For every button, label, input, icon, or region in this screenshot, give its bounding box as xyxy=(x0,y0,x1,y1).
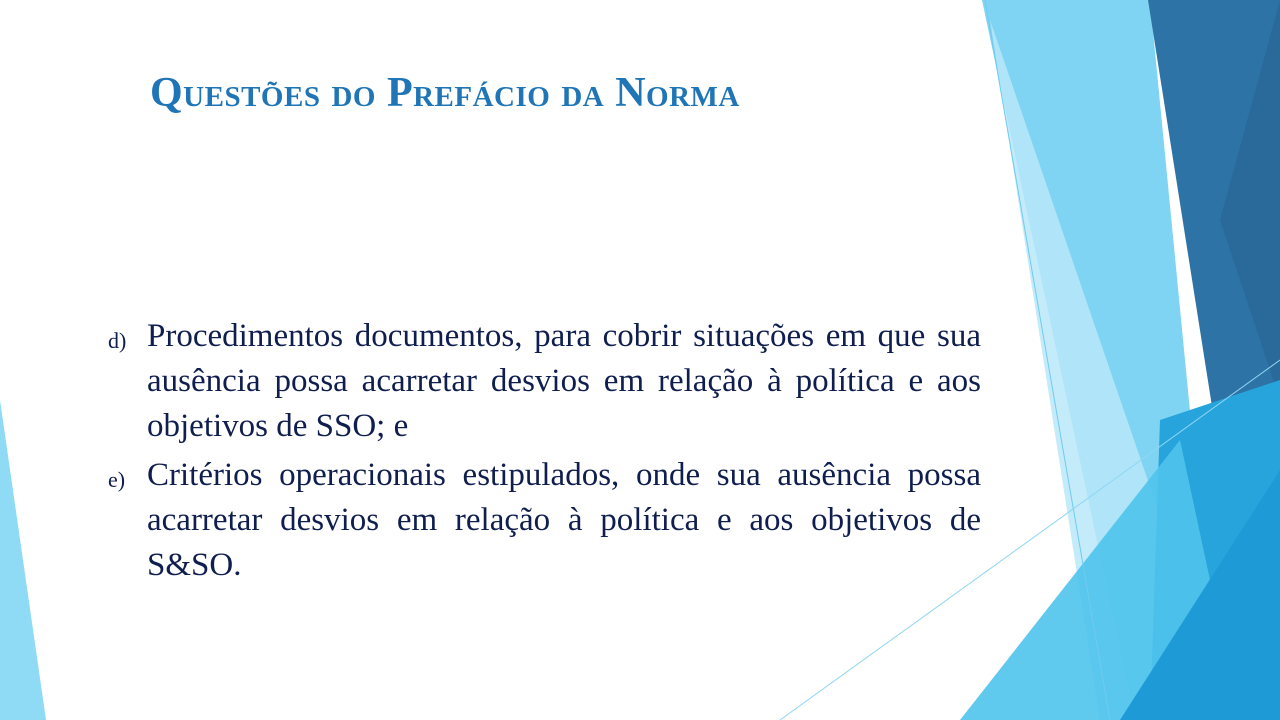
content-list xyxy=(105,314,981,592)
list-item-text: Procedimentos documentos, para cobrir situações em que sua ausência possa acarretar desvios em relação à política e aos objetivos de SSO; e xyxy=(147,318,981,444)
list-item-e xyxy=(105,453,981,588)
list-marker: d) xyxy=(108,328,127,353)
list-item-text: Critérios operacionais estipulados, onde sua ausência possa acarretar desvios em relação à política e aos objetivos de S&SO. xyxy=(147,457,981,583)
page-title: Questões do Prefácio da Norma xyxy=(150,70,740,116)
list-item-d xyxy=(105,314,981,449)
list-marker: e) xyxy=(108,467,126,492)
left-edge-sliver xyxy=(0,400,46,720)
